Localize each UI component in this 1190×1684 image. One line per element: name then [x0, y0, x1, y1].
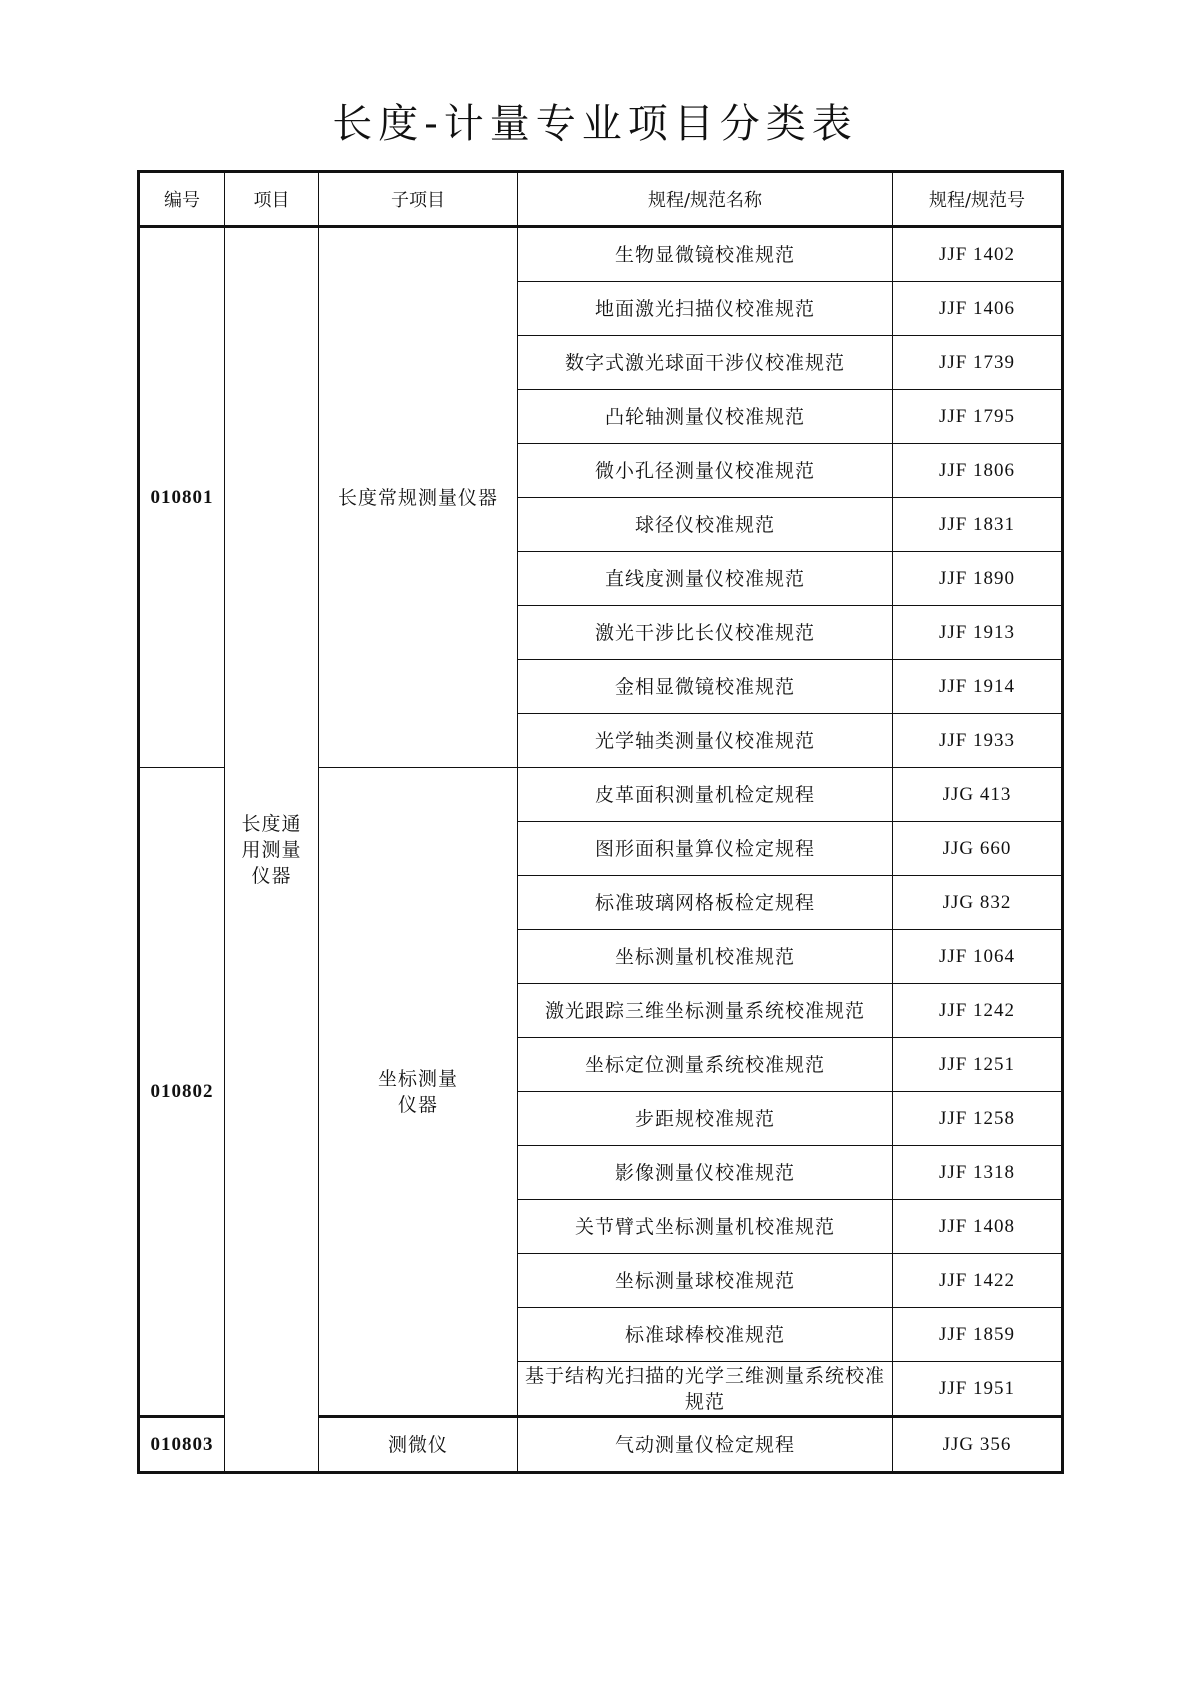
spec-name-cell: 数字式激光球面干涉仪校准规范 [518, 336, 893, 390]
spec-number-cell: JJF 1951 [893, 1362, 1063, 1417]
subproject-label: 坐标测量 [377, 1067, 458, 1090]
spec-name-cell: 图形面积量算仪检定规程 [518, 822, 893, 876]
spec-name-cell: 生物显微镜校准规范 [518, 227, 893, 282]
spec-name-cell: 激光干涉比长仪校准规范 [518, 606, 893, 660]
subproject-label: 仪器 [397, 1093, 438, 1116]
spec-name-cell: 步距规校准规范 [518, 1092, 893, 1146]
spec-name-cell: 金相显微镜校准规范 [518, 660, 893, 714]
spec-name-cell: 标准球棒校准规范 [518, 1308, 893, 1362]
spec-name-cell: 坐标定位测量系统校准规范 [518, 1038, 893, 1092]
spec-name-cell: 标准玻璃网格板检定规程 [518, 876, 893, 930]
spec-number-cell: JJF 1739 [893, 336, 1063, 390]
header-spec-number: 规程/规范号 [893, 172, 1063, 227]
spec-name-cell: 气动测量仪检定规程 [518, 1417, 893, 1473]
subproject-cell [319, 768, 518, 1417]
subproject-cell [319, 1417, 518, 1473]
classification-table [137, 170, 1064, 1474]
spec-number-cell: JJG 832 [893, 876, 1063, 930]
spec-number-cell: JJG 356 [893, 1417, 1063, 1473]
table-row [139, 227, 1063, 282]
spec-number-cell: JJF 1913 [893, 606, 1063, 660]
spec-number-cell: JJF 1258 [893, 1092, 1063, 1146]
spec-number-cell: JJF 1890 [893, 552, 1063, 606]
spec-name-cell: 地面激光扫描仪校准规范 [518, 282, 893, 336]
header-project: 项目 [225, 172, 319, 227]
spec-name-cell: 激光跟踪三维坐标测量系统校准规范 [518, 984, 893, 1038]
spec-number-cell: JJF 1914 [893, 660, 1063, 714]
spec-number-cell: JJF 1408 [893, 1200, 1063, 1254]
spec-name-cell: 影像测量仪校准规范 [518, 1146, 893, 1200]
spec-name-cell: 直线度测量仪校准规范 [518, 552, 893, 606]
group-code: 010803 [139, 1417, 225, 1473]
subproject-label: 长度常规测量仪器 [337, 486, 498, 509]
project-label-line2: 用测量 [241, 838, 302, 861]
project-label-line3: 仪器 [251, 864, 292, 887]
spec-number-cell: JJF 1795 [893, 390, 1063, 444]
spec-number-cell: JJF 1402 [893, 227, 1063, 282]
spec-number-cell: JJF 1933 [893, 714, 1063, 768]
header-code: 编号 [139, 172, 225, 227]
spec-name-cell: 坐标测量机校准规范 [518, 930, 893, 984]
spec-name-cell: 光学轴类测量仪校准规范 [518, 714, 893, 768]
spec-name-cell: 坐标测量球校准规范 [518, 1254, 893, 1308]
subproject-cell [319, 227, 518, 768]
spec-name-cell: 凸轮轴测量仪校准规范 [518, 390, 893, 444]
page-title: 长度-计量专业项目分类表 [332, 101, 858, 147]
spec-number-cell: JJF 1064 [893, 930, 1063, 984]
header-subproject: 子项目 [319, 172, 518, 227]
spec-name-cell: 基于结构光扫描的光学三维测量系统校准规范 [518, 1362, 893, 1417]
table-body [139, 227, 1063, 1473]
project-label-line1: 长度通 [241, 812, 302, 835]
spec-name-cell: 球径仪校准规范 [518, 498, 893, 552]
spec-number-cell: JJF 1251 [893, 1038, 1063, 1092]
spec-number-cell: JJF 1422 [893, 1254, 1063, 1308]
spec-number-cell: JJF 1806 [893, 444, 1063, 498]
group-code: 010802 [139, 768, 225, 1417]
spec-number-cell: JJF 1831 [893, 498, 1063, 552]
spec-name-cell: 微小孔径测量仪校准规范 [518, 444, 893, 498]
spec-number-cell: JJG 660 [893, 822, 1063, 876]
spec-number-cell: JJG 413 [893, 768, 1063, 822]
spec-number-cell: JJF 1242 [893, 984, 1063, 1038]
project-cell [225, 227, 319, 1473]
spec-number-cell: JJF 1406 [893, 282, 1063, 336]
table-header-row [139, 172, 1063, 227]
spec-number-cell: JJF 1859 [893, 1308, 1063, 1362]
header-spec-name: 规程/规范名称 [518, 172, 893, 227]
group-code: 010801 [139, 227, 225, 768]
spec-name-cell: 皮革面积测量机检定规程 [518, 768, 893, 822]
spec-name-cell: 关节臂式坐标测量机校准规范 [518, 1200, 893, 1254]
spec-number-cell: JJF 1318 [893, 1146, 1063, 1200]
subproject-label: 测微仪 [387, 1433, 448, 1456]
